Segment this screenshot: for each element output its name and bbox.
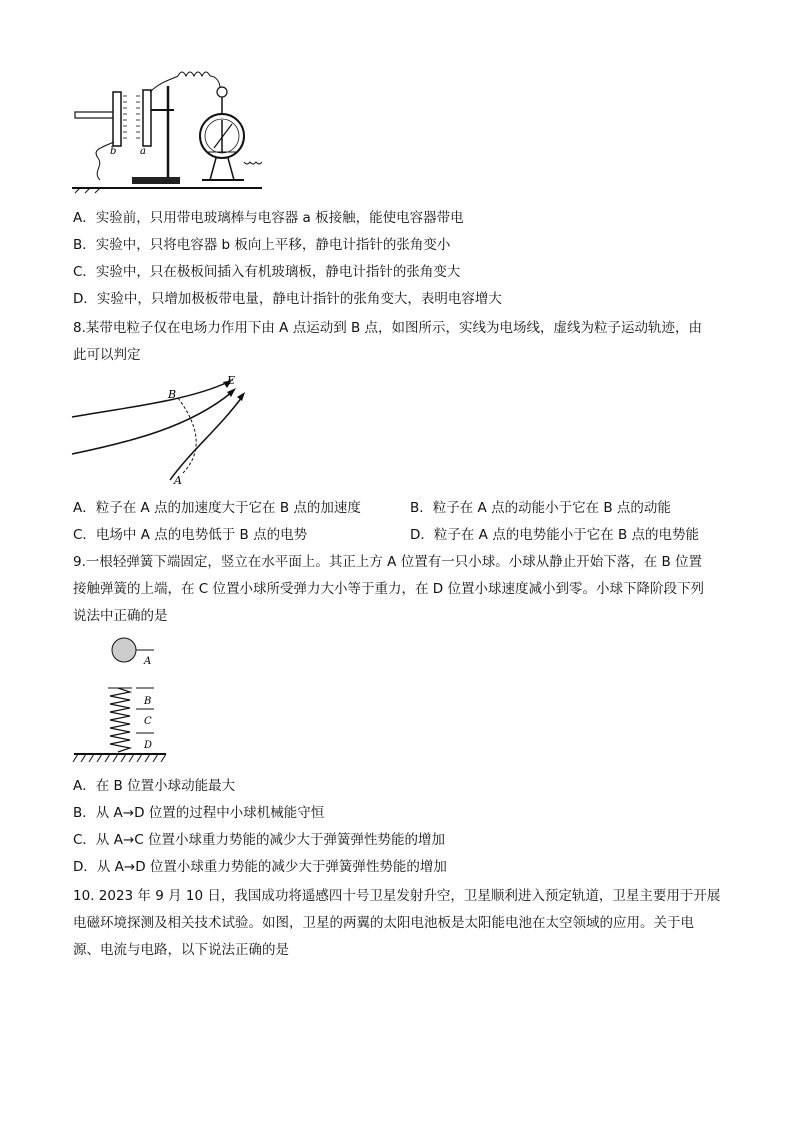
field-lines-figure <box>70 372 270 490</box>
q7-option-d: D．实验中，只增加极板带电量，静电计指针的张角变大，表明电容增大 <box>73 291 502 307</box>
plate-a-label: a <box>140 146 146 157</box>
position-b-label: B <box>144 696 152 707</box>
q10-stem-line-3: 源、电流与电路，以下说法正确的是 <box>73 942 289 958</box>
point-b-label: B <box>168 388 177 401</box>
capacitor-electrometer-figure <box>70 62 270 194</box>
q8-option-d: D．粒子在 A 点的电势能小于它在 B 点的电势能 <box>410 527 700 543</box>
ball-spring-figure <box>70 632 170 768</box>
plate-b-label: b <box>110 146 117 157</box>
q10-stem-line-1: 10. 2023 年 9 月 10 日，我国成功将遥感四十号卫星发射升空，卫星顺利进入预定轨道，卫星主要用于开展 <box>73 888 721 904</box>
q7-option-a: A．实验前，只用带电玻璃棒与电容器 a 板接触，能使电容器带电 <box>73 210 464 226</box>
q9-option-d: D．从 A→D 位置小球重力势能的减少大于弹簧弹性势能的增加 <box>73 859 447 875</box>
q9-stem-line-2: 接触弹簧的上端，在 C 位置小球所受弹力大小等于重力，在 D 位置小球速度减小到零。小球下降阶段下列 <box>73 581 704 597</box>
position-c-label: C <box>144 716 152 727</box>
position-a-label: A <box>144 656 152 667</box>
q9-option-c: C．从 A→C 位置小球重力势能的减少大于弹簧弹性势能的增加 <box>73 832 445 848</box>
q10-stem-line-2: 电磁环境探测及相关技术试验。如图，卫星的两翼的太阳电池板是太阳能电池在太空领域的应用。关于电 <box>73 915 694 931</box>
q9-option-a: A．在 B 位置小球动能最大 <box>73 778 236 794</box>
q8-option-c: C．电场中 A 点的电势低于 B 点的电势 <box>73 527 308 543</box>
q8-option-a: A．粒子在 A 点的加速度大于它在 B 点的加速度 <box>73 500 361 516</box>
q8-stem-line-2: 此可以判定 <box>73 347 141 363</box>
q8-option-b: B．粒子在 A 点的动能小于它在 B 点的动能 <box>410 500 671 516</box>
q9-stem-line-1: 9.一根轻弹簧下端固定，竖立在水平面上。其正上方 A 位置有一只小球。小球从静止开始下落，在 B 位置 <box>73 554 703 570</box>
q9-stem-line-3: 说法中正确的是 <box>73 608 168 624</box>
position-d-label: D <box>144 740 153 751</box>
q9-option-b: B．从 A→D 位置的过程中小球机械能守恒 <box>73 805 325 821</box>
q7-option-b: B．实验中，只将电容器 b 板向上平移，静电计指针的张角变小 <box>73 237 451 253</box>
q7-option-c: C．实验中，只在极板间插入有机玻璃板，静电计指针的张角变大 <box>73 264 461 280</box>
q8-stem-line-1: 8.某带电粒子仅在电场力作用下由 A 点运动到 B 点，如图所示，实线为电场线，虚线为粒子运动轨迹，由 <box>73 320 703 336</box>
point-a-label: A <box>174 474 182 487</box>
field-e-label: E <box>227 374 236 387</box>
